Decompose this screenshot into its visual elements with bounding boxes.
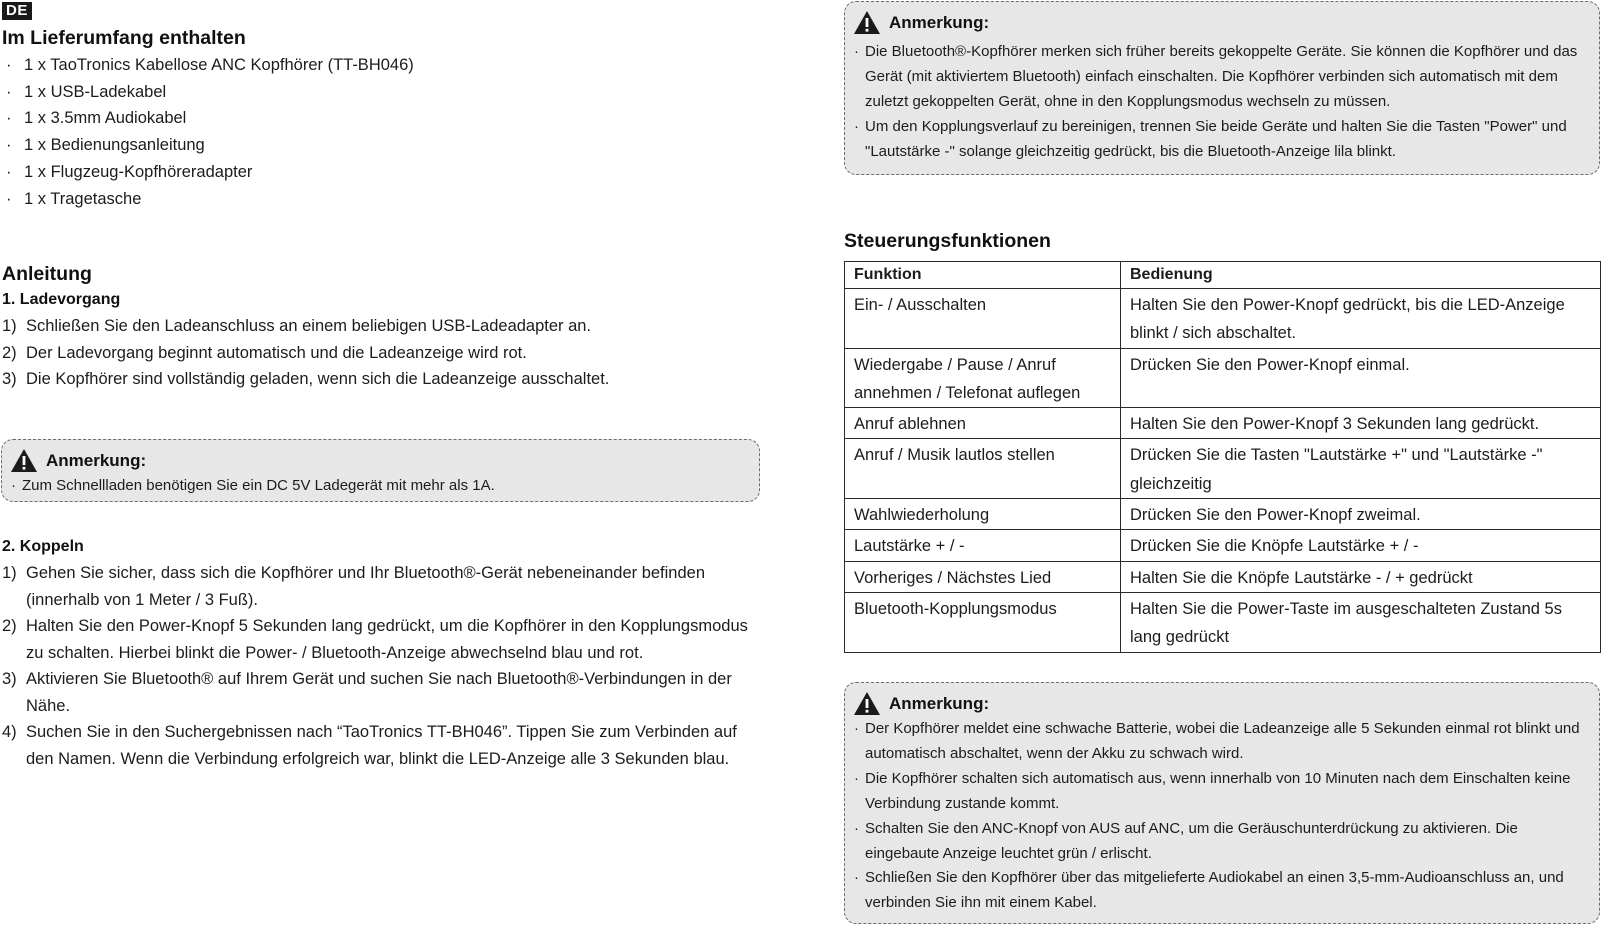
controls-title: Steuerungsfunktionen: [844, 230, 1051, 252]
warning-icon: [10, 448, 38, 473]
note-fast-charging: [1, 439, 760, 502]
table-row: Vorheriges / Nächstes Lied Halten Sie die Knöpfe Lautstärke - / + gedrückt: [845, 561, 1601, 592]
warning-icon: [853, 691, 881, 716]
list-item: · 1 x TaoTronics Kabellose ANC Kopfhörer (TT-BH046): [6, 56, 414, 74]
column-header: Bedienung: [1121, 262, 1601, 289]
controls-table: [844, 261, 1601, 653]
list-item: 2) Der Ladevorgang beginnt automatisch und die Ladeanzeige wird rot.: [2, 343, 527, 362]
list-item: 2) Halten Sie den Power-Knopf 5 Sekunden lang gedrückt, um die Kopfhörer in den Kopplungsmodus zu schalten. Hierbei blinkt die Power- / Bluetooth-Anzeige abwechselnd blau und rot.: [2, 617, 748, 662]
note-item: · Schließen Sie den Kopfhörer über das mitgelieferte Audiokabel an einen 3,5-mm-Audioanschluss an, und verbinden Sie ihn mit einem Kabel.: [845, 866, 1587, 916]
charging-steps: [2, 313, 762, 393]
list-item: 3) Aktivieren Sie Bluetooth® auf Ihrem Gerät und suchen Sie nach Bluetooth®-Verbindungen in der Nähe.: [2, 670, 732, 715]
pairing-steps: [2, 560, 752, 772]
table-row: Anruf ablehnen Halten Sie den Power-Knopf 3 Sekunden lang gedrückt.: [845, 408, 1601, 439]
list-item: · 1 x Bedienungsanleitung: [6, 136, 205, 155]
list-item: · 1 x 3.5mm Audiokabel: [6, 109, 187, 128]
table-row: Wiedergabe / Pause / Anruf annehmen / Telefonat auflegen Drücken Sie den Power-Knopf einmal.: [845, 348, 1601, 408]
pairing-title: 2. Koppeln: [2, 538, 84, 555]
language-badge: DE: [2, 2, 32, 20]
table-row: Lautstärke + / - Drücken Sie die Knöpfe Lautstärke + / -: [845, 530, 1601, 561]
warning-icon: [853, 10, 881, 35]
table-row: Wahlwiederholung Drücken Sie den Power-Knopf zweimal.: [845, 499, 1601, 530]
list-item: 1) Gehen Sie sicher, dass sich die Kopfhörer und Ihr Bluetooth®-Gerät nebeneinander befinden (innerhalb von 1 Meter / 3 Fuß).: [2, 564, 706, 609]
list-item: 4) Suchen Sie in den Suchergebnissen nach “TaoTronics TT-BH046”. Tippen Sie zum Verbinden auf den Namen. Wenn die Verbindung erfolgreich war, blinkt die LED-Anzeige alle 3 Sekunden blau.: [2, 723, 737, 768]
list-item: · 1 x Tragetasche: [6, 189, 142, 208]
delivery-title: Im Lieferumfang enthalten: [2, 27, 246, 49]
note-title: Anmerkung:: [889, 693, 990, 713]
table-row: Ein- / Ausschalten Halten Sie den Power-Knopf gedrückt, bis die LED-Anzeige blinkt / sich abschaltet.: [845, 289, 1601, 349]
note-title: Anmerkung:: [889, 12, 990, 32]
instructions-title: Anleitung: [2, 263, 92, 285]
note-item: · Zum Schnellladen benötigen Sie ein DC 5V Ladegerät mit mehr als 1A.: [2, 474, 742, 499]
note-title: Anmerkung:: [46, 450, 147, 470]
table-header-row: [845, 262, 1601, 289]
table-row: Bluetooth-Kopplungsmodus Halten Sie die Power-Taste im ausgeschalteten Zustand 5s lang gedrückt: [845, 592, 1601, 652]
delivery-list: [0, 52, 414, 212]
list-item: · 1 x Flugzeug-Kopfhöreradapter: [6, 162, 253, 181]
list-item: · 1 x USB-Ladekabel: [6, 82, 167, 101]
list-item: 3) Die Kopfhörer sind vollständig geladen, wenn sich die Ladeanzeige ausschaltet.: [2, 370, 610, 388]
list-item: 1) Schließen Sie den Ladeanschluss an einem beliebigen USB-Ladeadapter an.: [2, 317, 592, 335]
note-item: · Schalten Sie den ANC-Knopf von AUS auf ANC, um die Geräuschunterdrückung zu aktivieren. Die eingebaute Anzeige leuchtet grün / erlischt.: [845, 817, 1587, 867]
table-row: Anruf / Musik lautlos stellen Drücken Sie die Tasten "Lautstärke +" und "Lautstärke -" gleichzeitig: [845, 439, 1601, 499]
note-pairing-memory: [844, 1, 1600, 175]
note-item: · Die Bluetooth®-Kopfhörer merken sich früher bereits gekoppelte Geräte. Sie können die Kopfhörer und das Gerät (mit aktiviertem Bluetooth) einfach einschalten. Die Kopfhörer verbinden sich automatisch mit dem zuletzt gekoppelten Gerät, ohne in den Kopplungsmodus wechseln zu müssen.: [845, 40, 1587, 115]
charging-title: 1. Ladevorgang: [2, 291, 121, 308]
column-header: Funktion: [845, 262, 1121, 289]
note-item: · Die Kopfhörer schalten sich automatisch aus, wenn innerhalb von 10 Minuten nach dem Einschalten keine Verbindung zustande kommt.: [845, 767, 1587, 817]
note-item: · Der Kopfhörer meldet eine schwache Batterie, wobei die Ladeanzeige alle 5 Sekunden einmal rot blinkt und automatisch abschaltet, wenn der Akku zu schwach wird.: [845, 717, 1587, 767]
note-item: · Um den Kopplungsverlauf zu bereinigen, trennen Sie beide Geräte und halten Sie die Tasten "Power" und "Lautstärke -" solange gleichzeitig gedrückt, bis die Bluetooth-Anzeige lila blinkt.: [845, 115, 1587, 165]
note-battery-anc: [844, 682, 1600, 924]
